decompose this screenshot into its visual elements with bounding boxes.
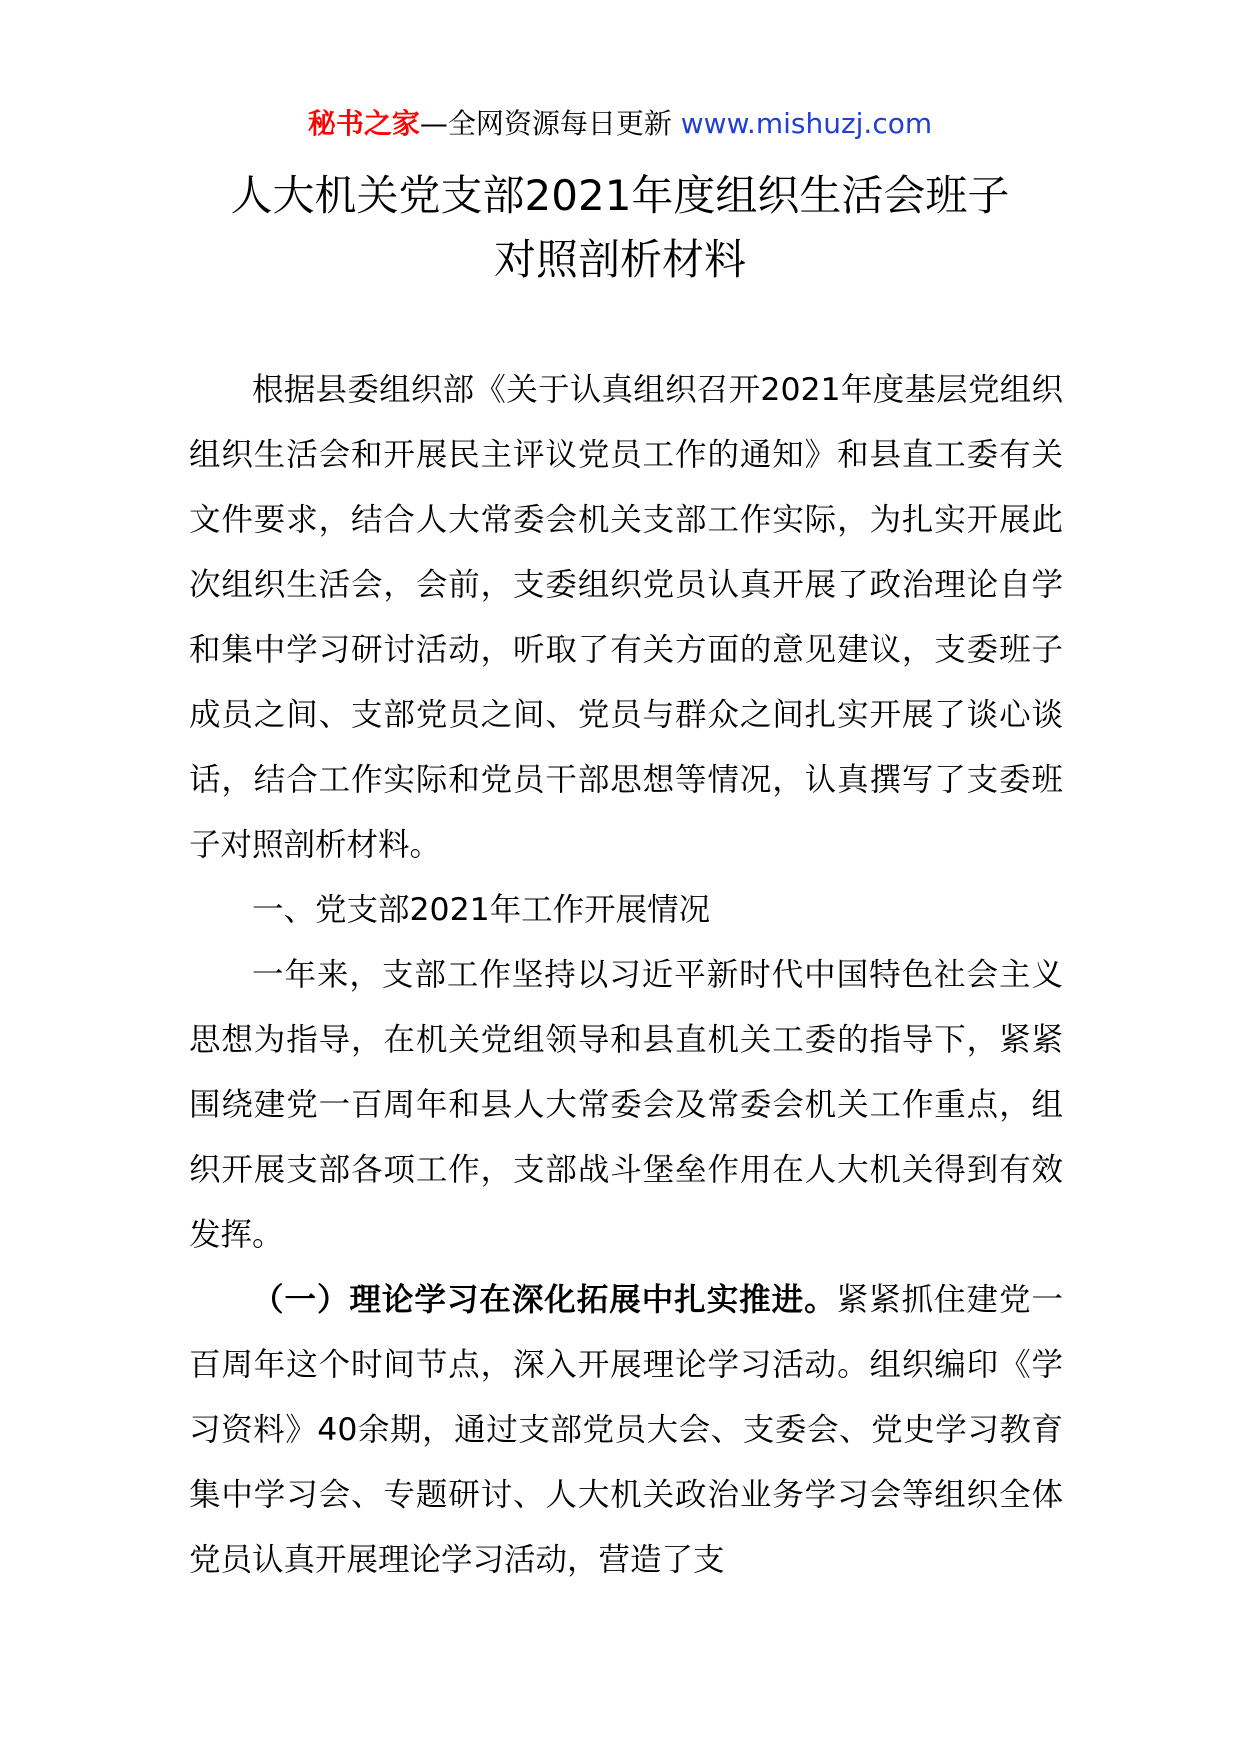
document-body (189, 358, 1063, 1593)
item-paragraph (189, 1268, 1063, 1593)
document-title-line-2: 对照剖析材料 (493, 235, 746, 284)
intro-paragraph: 根据县委组织部《关于认真组织召开2021年度基层党组织组织生活会和开展民主评议党员工作的通知》和县直工委有关文件要求，结合人大常委会机关支部工作实际，为扎实开展此次组织生活会，会前，支委组织党员认真开展了政治理论自学和集中学习研讨活动，听取了有关方面的意见建议，支委班子成员之间、支部党员之间、党员与群众之间扎实开展了谈心谈话，结合工作实际和党员干部思想等情况，认真撰写了支委班子对照剖析材料。 (189, 372, 1063, 863)
document-title-line-1: 人大机关党支部2021年度组织生活会班子 (230, 171, 1010, 220)
section-paragraph: 一年来，支部工作坚持以习近平新时代中国特色社会主义思想为指导，在机关党组领导和县直机关工委的指导下，紧紧围绕建党一百周年和县人大常委会及常委会机关工作重点，组织开展支部各项工作，支部战斗堡垒作用在人大机关得到有效发挥。 (189, 957, 1063, 1253)
item-lead: （一）理论学习在深化拓展中扎实推进。 (252, 1282, 837, 1318)
header-slogan: —全网资源每日更新 (419, 107, 681, 140)
site-header (0, 104, 1240, 144)
document-title (120, 164, 1120, 292)
header-brand: 秘书之家 (307, 107, 420, 140)
item-body: 紧紧抓住建党一百周年这个时间节点，深入开展理论学习活动。组织编印《学习资料》40余期，通过支部党员大会、支委会、党史学习教育集中学习会、专题研讨、人大机关政治业务学习会等组织全体党员认真开展理论学习活动，营造了支 (189, 1282, 1063, 1578)
header-url-link[interactable]: www.mishuzj.com (680, 107, 933, 140)
section-heading: 一、党支部2021年工作开展情况 (252, 892, 711, 928)
